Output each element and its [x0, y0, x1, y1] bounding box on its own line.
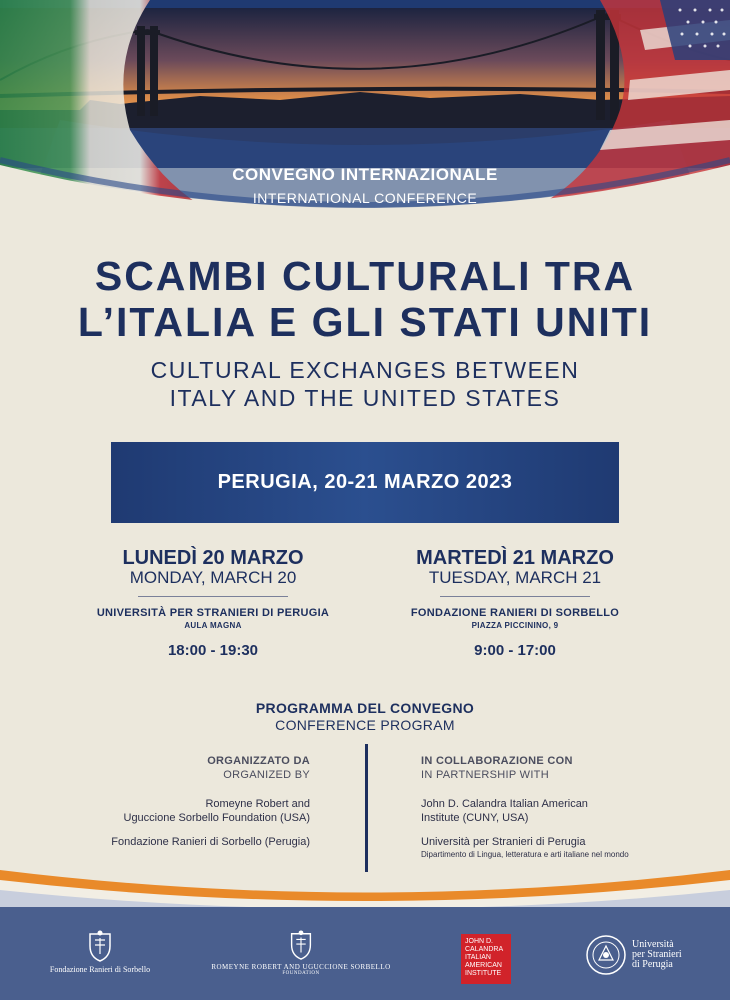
- partners-column: [421, 755, 721, 860]
- organizer-2: Fondazione Ranieri di Sorbello (Perugia): [111, 836, 310, 848]
- main-title-line1: SCAMBI CULTURALI TRA: [94, 253, 636, 299]
- venue-room: AULA MAGNA: [184, 621, 242, 630]
- divider: [440, 596, 590, 597]
- program-heading: [0, 700, 730, 733]
- day-title-it: MARTEDÌ 21 MARZO: [416, 547, 614, 569]
- university-line: Università: [632, 939, 674, 950]
- partnership-it: IN COLLABORAZIONE CON: [421, 755, 573, 767]
- venue-name: UNIVERSITÀ PER STRANIERI DI PERUGIA: [96, 607, 330, 619]
- partner-2-line2: Dipartimento di Lingua, letteratura e arti italiane nel mondo: [421, 850, 629, 859]
- logo-calandra-institute: [461, 934, 511, 984]
- logo1-text: Fondazione Ranieri di Sorbello: [49, 965, 151, 974]
- partner-2-line1: Università per Stranieri di Perugia: [421, 836, 586, 848]
- program-title-it: PROGRAMMA DEL CONVEGNO: [255, 700, 475, 716]
- time-range: 9:00 - 17:00: [474, 642, 556, 659]
- subtitle-line2: ITALY AND THE UNITED STATES: [169, 385, 561, 411]
- logo2-text-line1: ROMEYNE ROBERT AND UGUCCIONE SORBELLO: [211, 963, 391, 971]
- day-title-en: MONDAY, MARCH 20: [129, 568, 297, 587]
- university-line: per Stranieri: [632, 949, 682, 960]
- column-divider: [365, 744, 368, 872]
- day-block-tuesday: [350, 546, 680, 659]
- conference-label-en: INTERNATIONAL CONFERENCE: [252, 190, 478, 206]
- logo-sorbello-foundation: [206, 930, 396, 976]
- organizer-1-line2: Uguccione Sorbello Foundation (USA): [123, 812, 310, 824]
- crest-icon: [86, 930, 114, 962]
- subtitle-line1: CULTURAL EXCHANGES BETWEEN: [150, 357, 580, 383]
- day-title-it: LUNEDÌ 20 MARZO: [122, 547, 304, 569]
- divider: [138, 596, 288, 597]
- partner-1-line1: John D. Calandra Italian American: [421, 798, 588, 810]
- venue-name: FONDAZIONE RANIERI DI SORBELLO: [410, 607, 620, 619]
- program-title-en: CONFERENCE PROGRAM: [275, 717, 455, 733]
- logo2-text-line2: FOUNDATION: [282, 971, 320, 976]
- date-banner: [111, 442, 619, 523]
- organized-by-en: ORGANIZED BY: [223, 769, 310, 781]
- calandra-line: INSTITUTE: [465, 970, 502, 977]
- venue-address: PIAZZA PICCININO, 9: [471, 621, 559, 630]
- day-title-en: TUESDAY, MARCH 21: [428, 568, 602, 587]
- calandra-line: AMERICAN: [465, 962, 502, 969]
- organizers-column: [10, 755, 310, 849]
- organized-by-it: ORGANIZZATO DA: [207, 755, 310, 767]
- day-block-monday: [48, 546, 378, 659]
- organizer-1-line1: Romeyne Robert and: [205, 798, 310, 810]
- logo-fondazione-ranieri: [40, 930, 160, 974]
- university-line: di Perugia: [632, 959, 673, 970]
- calandra-line: ITALIAN: [465, 954, 491, 961]
- university-seal-icon: [585, 934, 627, 976]
- conference-label-it: CONVEGNO INTERNAZIONALE: [232, 165, 498, 184]
- crest-icon: [287, 930, 315, 960]
- time-range: 18:00 - 19:30: [167, 642, 259, 659]
- date-banner-text: PERUGIA, 20-21 MARZO 2023: [217, 471, 513, 493]
- calandra-line: JOHN D.: [465, 938, 493, 945]
- partnership-en: IN PARTNERSHIP WITH: [421, 769, 549, 781]
- main-title-line2: L’ITALIA E GLI STATI UNITI: [77, 299, 653, 345]
- calandra-line: CALANDRA: [465, 946, 504, 953]
- partner-1-line2: Institute (CUNY, USA): [421, 812, 529, 824]
